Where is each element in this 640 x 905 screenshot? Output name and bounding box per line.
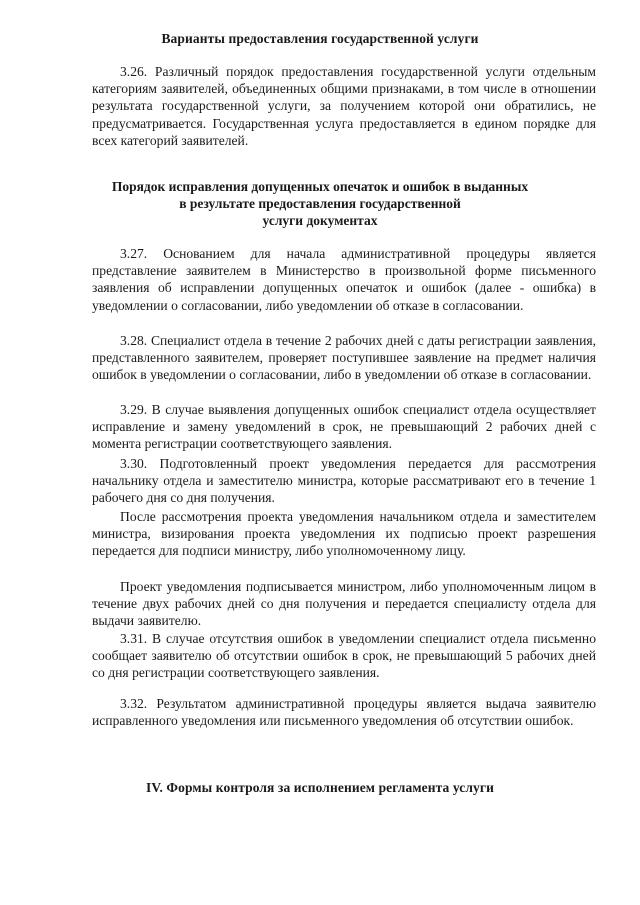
paragraph-after-review: После рассмотрения проекта уведомления начальником отдела и заместителем министра, визирования проекта уведомления их подписью проект разрешения передается для подписи министру, либо уполномоченному лицу.: [92, 509, 596, 559]
paragraph-3-31: 3.31. В случае отсутствия ошибок в уведомлении специалист отдела письменно сообщает заявителю об отсутствии ошибок в срок, не превышающий 5 рабочих дней со дня регистрации соответствующего заявления.: [92, 631, 596, 681]
paragraph-project-signing: Проект уведомления подписывается министром, либо уполномоченным лицом в течение двух рабочих дней со дня получения и передается специалисту отдела для выдачи заявителю.: [92, 579, 596, 629]
paragraph-3-32: 3.32. Результатом административной процедуры является выдача заявителю исправленного уведомления или письменного уведомления об отсутствии ошибок.: [92, 696, 596, 729]
heading-correction: [0, 178, 640, 229]
paragraph-3-26: 3.26. Различный порядок предоставления государственной услуги отдельным категориям заявителей, объединенных общими признаками, в том числе в отношении результата государственной услуги, за получением которой они обратились, не предусматривается. Государственная услуга предоставляется в едином порядке для всех категорий заявителей.: [92, 64, 596, 148]
heading-correction-line-2: в результате предоставления государственной: [179, 196, 461, 211]
paragraph-3-27: 3.27. Основанием для начала административной процедуры является представление заявителем в Министерство в произвольной форме письменного заявления об исправлении допущенных опечаток и ошибок (далее - ошибка) в уведомлении о согласовании, либо уведомлении об отказе в согласовании.: [92, 246, 596, 313]
paragraph-3-30: 3.30. Подготовленный проект уведомления передается для рассмотрения начальнику отдела и заместителю министра, которые рассматривают его в течение 1 рабочего дня со дня получения.: [92, 456, 596, 506]
heading-variants: Варианты предоставления государственной услуги: [161, 31, 479, 46]
paragraph-3-28: 3.28. Специалист отдела в течение 2 рабочих дней с даты регистрации заявления, представленного заявителем, проверяет поступившее заявление на предмет наличия ошибок в уведомлении о согласовании, либо в уведомлении об отказе в согласовании.: [92, 333, 596, 383]
heading-correction-line-1: Порядок исправления допущенных опечаток и ошибок в выданных: [111, 179, 529, 194]
heading-section-4: IV. Формы контроля за исполнением регламента услуги: [146, 780, 494, 795]
paragraph-3-29: 3.29. В случае выявления допущенных ошибок специалист отдела осуществляет исправление и замену уведомлений в срок, не превышающий 2 рабочих дней с момента регистрации соответствующего заявления.: [92, 402, 596, 452]
heading-correction-line-3: услуги документах: [262, 213, 378, 228]
